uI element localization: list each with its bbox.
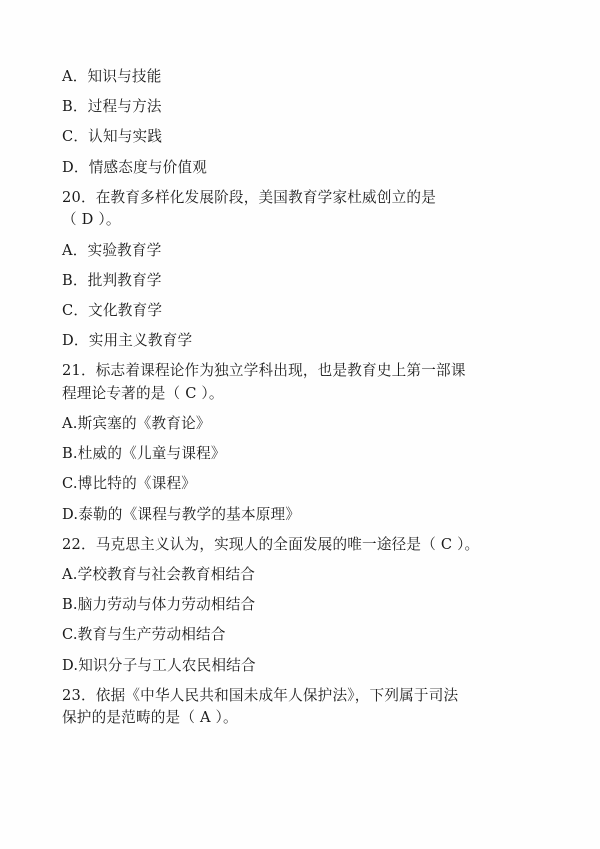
- question-stem: [62, 364, 538, 379]
- question-line: 保护的是范畴的是（ A ）。: [62, 709, 238, 727]
- question-stem: [62, 188, 538, 206]
- option-text: C.教育与生产劳动相结合: [62, 626, 226, 644]
- option-text: B.杜威的《儿童与课程》: [62, 445, 226, 463]
- option-text: B．批判教育学: [62, 271, 162, 289]
- question-line: 20．在教育多样化发展阶段，美国教育学家杜威创立的是: [62, 188, 437, 206]
- answer-option: [62, 100, 538, 115]
- option-text: D．实用主义教育学: [62, 332, 193, 350]
- answer-option: [62, 628, 538, 643]
- answer-option: [62, 417, 538, 432]
- answer-option: [62, 334, 538, 349]
- answer-option: [62, 598, 538, 613]
- option-text: B．过程与方法: [62, 98, 162, 116]
- answer-option: [62, 505, 538, 523]
- option-text: C．文化教育学: [62, 301, 163, 319]
- question-stem: [62, 535, 538, 553]
- answer-option: [62, 568, 538, 583]
- answer-option: [62, 158, 538, 176]
- answer-option: [62, 447, 538, 462]
- option-text: D.知识分子与工人农民相结合: [62, 656, 256, 674]
- answer-option: [62, 130, 538, 145]
- question-stem-continued: [62, 711, 538, 726]
- question-line: 22．马克思主义认为，实现人的全面发展的唯一途径是（ C ）。: [62, 535, 480, 553]
- question-stem-continued: [62, 384, 538, 402]
- answer-option: [62, 241, 538, 259]
- option-text: C．认知与实践: [62, 128, 163, 146]
- question-line: 21．标志着课程论作为独立学科出现，也是教育史上第一部课: [62, 362, 466, 380]
- answer-option: [62, 70, 538, 85]
- question-line: 23．依据《中华人民共和国未成年人保护法》，下列属于司法: [62, 686, 459, 704]
- question-stem: [62, 686, 538, 704]
- answer-option: [62, 477, 538, 492]
- question-line: 程理论专著的是（ C ）。: [62, 384, 224, 402]
- option-text: C.博比特的《课程》: [62, 475, 197, 493]
- option-text: B.脑力劳动与体力劳动相结合: [62, 596, 256, 614]
- option-text: D．情感态度与价值观: [62, 158, 208, 176]
- option-text: A.斯宾塞的《教育论》: [62, 415, 211, 433]
- option-text: A．实验教育学: [62, 241, 162, 259]
- document-body: [62, 70, 538, 726]
- question-stem-continued: [62, 213, 538, 228]
- answer-option: [62, 656, 538, 674]
- option-text: D.泰勒的《课程与教学的基本原理》: [62, 505, 301, 523]
- answer-option: [62, 301, 538, 319]
- answer-option: [62, 271, 538, 289]
- option-text: A．知识与技能: [62, 68, 162, 85]
- question-line: （ D ）。: [62, 211, 121, 229]
- option-text: A.学校教育与社会教育相结合: [62, 566, 256, 583]
